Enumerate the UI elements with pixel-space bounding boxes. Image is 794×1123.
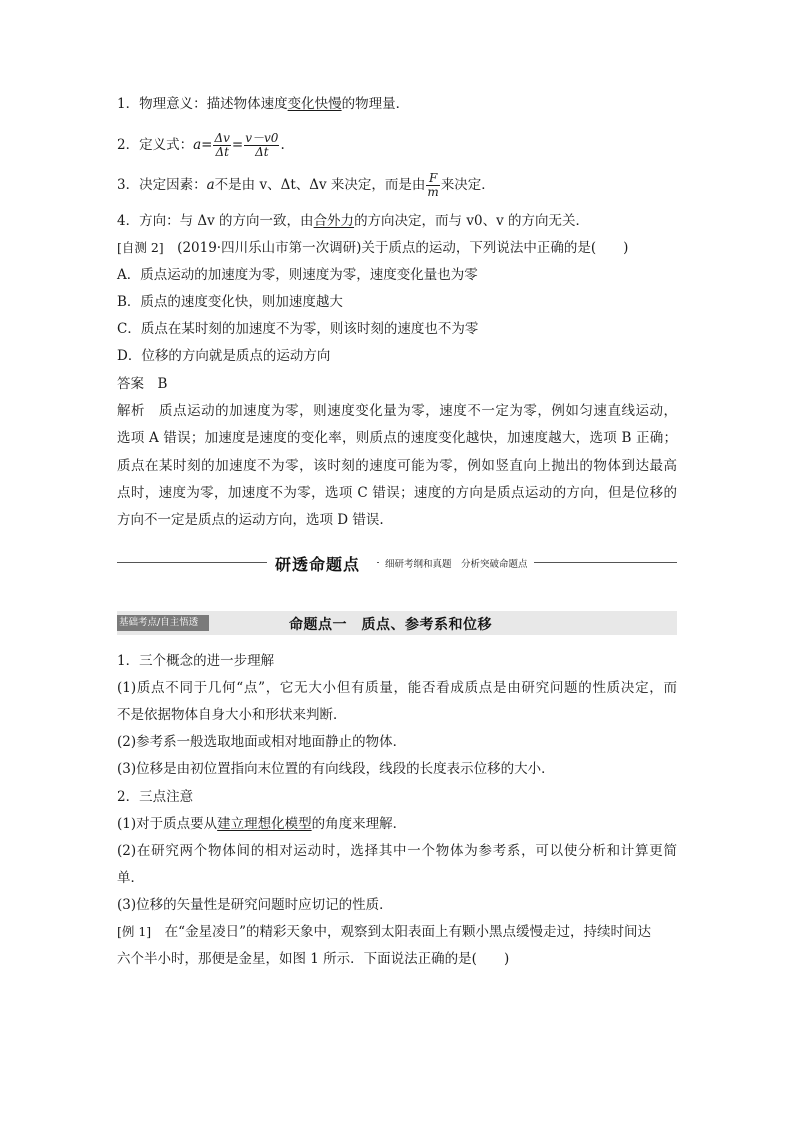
banner-subtitle: 细研考纲和真题 分析突破命题点 bbox=[379, 556, 534, 570]
topic-header-bar bbox=[117, 611, 677, 635]
analysis-line: 点时，速度为零，加速度不为零，选项 C 错误；速度的方向是质点运动的方向，但是位移的 bbox=[117, 485, 677, 501]
paragraph-line: (3)位移是由初位置指向末位置的有向线段，线段的长度表示位移的大小． bbox=[117, 761, 555, 777]
fraction-f-m bbox=[426, 172, 439, 199]
option-d: D．位移的方向就是质点的运动方向 bbox=[117, 348, 331, 364]
note-2-line: 单． bbox=[117, 870, 144, 886]
symbol-a: a bbox=[193, 137, 202, 153]
analysis-line: 选项 A 错误；加速度是速度的变化率，则质点的速度变化越快，加速度越大，选项 B 正确； bbox=[117, 430, 677, 446]
equals-sign: = bbox=[231, 137, 244, 153]
text: . bbox=[280, 137, 285, 153]
fraction-denominator: m bbox=[427, 185, 439, 199]
topic-category-label: 基础考点/自主悟透 bbox=[117, 615, 209, 631]
underlined-term: 合外力 bbox=[313, 213, 355, 229]
banner-title: 研透命题点 bbox=[267, 552, 368, 575]
equals-sign: = bbox=[201, 137, 213, 153]
note-1 bbox=[117, 814, 677, 834]
text: 来决定． bbox=[440, 177, 495, 193]
text: 的角度来理解． bbox=[311, 816, 407, 832]
paragraph-line: (1)质点不同于几何“点”，它无大小但有质量，能否看成质点是由研究问题的性质决定，而 bbox=[117, 680, 677, 696]
answer: 答案 B bbox=[117, 376, 168, 392]
definition-formula bbox=[117, 132, 677, 159]
underlined-term: 建立理想化模型 bbox=[217, 816, 312, 832]
analysis-line: 解析 质点运动的加速度为零，则速度变化量为零，速度不一定为零，例如匀速直线运动， bbox=[117, 403, 677, 419]
underlined-term: 变化快慢 bbox=[287, 96, 342, 112]
text: 的方向决定，而与 v0、v 的方向无关． bbox=[354, 213, 589, 229]
analysis-line: 质点在某时刻的加速度不为零，该时刻的速度可能为零，例如竖直向上抛出的物体到达最高 bbox=[117, 458, 677, 474]
symbol-a: a bbox=[206, 177, 215, 193]
question-tag: [自测 2] bbox=[117, 240, 164, 255]
paragraph-line: 不是依据物体自身大小和形状来判断． bbox=[117, 707, 347, 723]
text: 在“金星凌日”的精彩天象中，观察到太阳表面上有颗小黑点缓慢走过，持续时间达 bbox=[151, 924, 651, 940]
section-banner bbox=[117, 548, 677, 578]
fraction-denominator: Δt bbox=[215, 145, 229, 159]
fraction-numerator: F bbox=[426, 172, 439, 186]
example-tag: [例 1] bbox=[117, 924, 152, 939]
definition-determinants bbox=[117, 172, 677, 199]
option-c: C．质点在某时刻的加速度不为零，则该时刻的速度也不为零 bbox=[117, 321, 479, 337]
note-2-line: (2)在研究两个物体间的相对运动时，选择其中一个物体为参考系，可以使分析和计算更简 bbox=[117, 843, 677, 859]
text: (2019·四川乐山市第一次调研)关于质点的运动，下列说法中正确的是( ) bbox=[163, 240, 629, 256]
text: 3．决定因素： bbox=[117, 177, 207, 193]
text: 4．方向：与 Δv 的方向一致，由 bbox=[117, 213, 314, 229]
fraction-v-v0-dt bbox=[244, 132, 279, 159]
fraction-dv-dt bbox=[213, 132, 230, 159]
fraction-numerator: v－v0 bbox=[245, 131, 279, 145]
example-stem bbox=[117, 922, 677, 942]
heading-three-notes: 2．三点注意 bbox=[117, 789, 194, 805]
fraction-denominator: Δt bbox=[255, 145, 269, 159]
analysis-line: 方向不一定是质点的运动方向，选项 D 错误. bbox=[117, 512, 384, 528]
text: 2．定义式： bbox=[117, 137, 194, 153]
heading-three-concepts: 1．三个概念的进一步理解 bbox=[117, 653, 275, 669]
option-a: A．质点运动的加速度为零，则速度为零，速度变化量也为零 bbox=[117, 267, 478, 283]
text: 不是由 v、Δt、Δv 来决定，而是由 bbox=[214, 177, 426, 193]
option-b: B．质点的速度变化快，则加速度越大 bbox=[117, 294, 343, 310]
topic-title: 命题点一 质点、参考系和位移 bbox=[289, 617, 492, 633]
definition-direction bbox=[117, 211, 677, 231]
text: (1)对于质点要从 bbox=[117, 816, 218, 832]
definition-meaning bbox=[117, 94, 677, 114]
note-3: (3)位移的矢量性是研究问题时应切记的性质． bbox=[117, 897, 393, 913]
banner-rule-left bbox=[117, 562, 272, 563]
text: 1．物理意义：描述物体速度 bbox=[117, 96, 288, 112]
fraction-numerator: Δv bbox=[214, 131, 230, 145]
text: 的物理量． bbox=[341, 96, 410, 112]
question-stem bbox=[117, 238, 677, 258]
paragraph-line: (2)参考系一般选取地面或相对地面静止的物体． bbox=[117, 734, 407, 750]
example-stem-line: 六个半小时，那便是金星，如图 1 所示．下面说法正确的是( ) bbox=[117, 951, 510, 967]
